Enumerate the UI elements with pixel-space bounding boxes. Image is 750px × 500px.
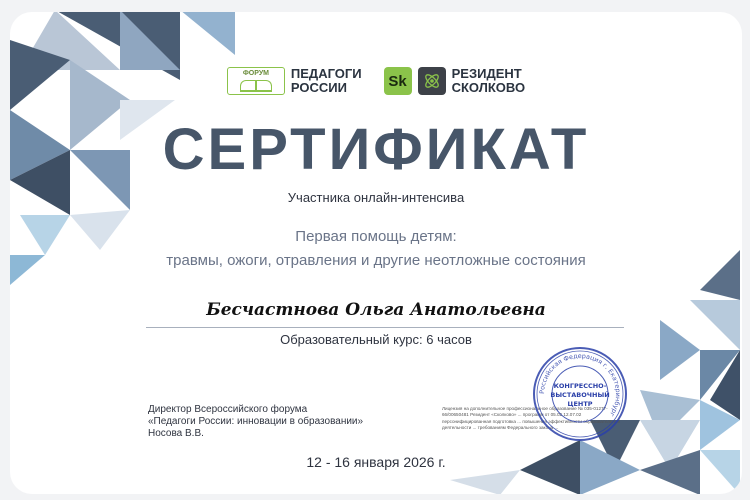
license-fine-print: Лицензия на дополнительное профессиональное образование № 035-01277-66/00650481 Резидент «Сколково» ... программ от 05.02.12.07.02 персонифицированная подготовка ... повышения эффективности образовательной деятельности ... требованиям Федерального закона ... [442, 406, 621, 430]
certificate-subtitle: Участника онлайн-интенсива [287, 190, 465, 205]
skolkovo-text-line2: СКОЛКОВО [451, 80, 526, 95]
official-stamp [530, 344, 630, 444]
course-hours: Образовательный курс: 6 часов [280, 332, 472, 347]
stamp-line-2: ВЫСТАВОЧНЫЙ [550, 391, 610, 399]
skolkovo-text-line1: РЕЗИДЕНТ [451, 66, 522, 81]
book-icon [240, 78, 272, 92]
logos-row [10, 67, 742, 95]
skolkovo-logo [384, 67, 525, 95]
certificate-title: СЕРТИФИКАТ [162, 117, 590, 182]
sk-mark: Sk [384, 67, 412, 95]
topic-line-2: травмы, ожоги, отравления и другие неотложные состояния [166, 252, 586, 269]
skolkovo-logo-text [452, 67, 525, 95]
certificate-card [10, 12, 742, 494]
forum-badge [227, 67, 285, 95]
director-signature-block [148, 404, 363, 440]
director-name: Носова В.В. [148, 428, 204, 439]
forum-text-line1: ПЕДАГОГИ [290, 66, 362, 81]
stamp-line-3: ЦЕНТР [567, 400, 593, 408]
recipient-name: Бесчастнова Ольга Анатольевна [206, 300, 546, 320]
forum-logo-text [291, 67, 362, 95]
forum-logo [227, 67, 362, 95]
event-dates: 12 - 16 января 2026 г. [306, 454, 446, 470]
director-title: Директор Всероссийского форума [148, 404, 308, 415]
topic-line-1: Первая помощь детям: [295, 228, 457, 245]
director-forum: «Педагоги России: инновации в образовании» [148, 416, 364, 427]
stamp-ring-text: Российская Федерация г. Екатеринбург [537, 351, 623, 419]
stamp-line-1: КОНГРЕССНО- [553, 382, 607, 390]
name-underline [146, 327, 624, 328]
atom-icon [418, 67, 446, 95]
forum-badge-label: ФОРУМ [242, 70, 270, 77]
forum-text-line2: РОССИИ [290, 80, 347, 95]
